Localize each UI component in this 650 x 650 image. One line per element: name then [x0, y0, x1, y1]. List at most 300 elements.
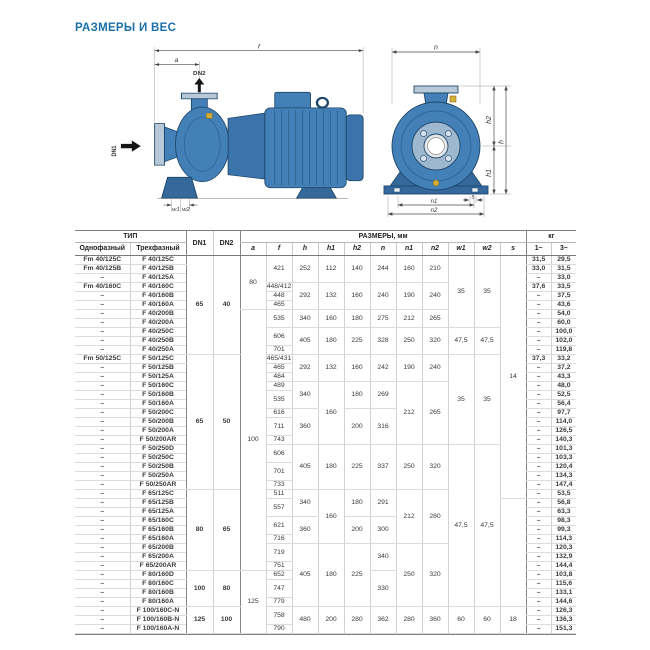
table-cell: 292: [292, 283, 318, 310]
table-cell: 126,3: [551, 607, 576, 616]
table-cell: F 50/200AR: [130, 436, 186, 445]
table-cell: 18: [500, 607, 526, 634]
table-cell: 65: [186, 256, 213, 355]
table-cell: 484: [266, 373, 292, 382]
table-cell: 37,6: [526, 283, 551, 292]
dim-label-f: f: [257, 43, 260, 51]
table-cell: –: [526, 490, 551, 499]
table-cell: 269: [370, 382, 396, 409]
table-cell: –: [526, 418, 551, 427]
dn1-flow-arrow-icon: [121, 140, 141, 151]
table-cell: 733: [266, 481, 292, 490]
table-cell: 35: [474, 256, 500, 328]
page-title: РАЗМЕРЫ И ВЕС: [75, 22, 177, 34]
table-cell: –: [75, 526, 130, 535]
table-cell: 362: [370, 607, 396, 634]
table-cell: 280: [344, 607, 370, 634]
table-cell: 160: [318, 382, 344, 445]
table-cell: –: [75, 427, 130, 436]
table-cell: 37,5: [551, 292, 576, 301]
table-cell: 180: [344, 490, 370, 517]
header-cell: кг: [526, 231, 576, 243]
table-cell: 120,3: [551, 544, 576, 553]
dn2-flow-arrow-icon: [194, 78, 204, 92]
table-cell: 52,5: [551, 391, 576, 400]
dim-label-w2: w2: [182, 207, 190, 212]
table-cell: 210: [422, 256, 448, 283]
table-cell: F 50/160B: [130, 391, 186, 400]
table-cell: 37,2: [551, 364, 576, 373]
table-cell: F 65/200B: [130, 544, 186, 553]
table-cell: F 40/160B: [130, 292, 186, 301]
table-cell: 119,8: [551, 346, 576, 355]
table-cell: 136,3: [551, 616, 576, 625]
header-cell: 1~: [526, 243, 551, 256]
table-cell: 47,5: [474, 328, 500, 355]
table-cell: 80: [240, 256, 266, 310]
header-cell: n2: [422, 243, 448, 256]
header-cell: ТИП: [75, 231, 186, 243]
drain-plug-icon: [433, 180, 439, 186]
table-cell: –: [526, 319, 551, 328]
table-row: [75, 256, 576, 265]
table-cell: 65: [213, 490, 240, 571]
table-container: [75, 230, 576, 635]
table-cell: –: [526, 580, 551, 589]
dim-label-w1: w1: [172, 207, 180, 212]
table-cell: –: [526, 364, 551, 373]
table-cell: 140,3: [551, 436, 576, 445]
table-cell: F 50/125A: [130, 373, 186, 382]
table-cell: 100: [240, 310, 266, 571]
table-cell: –: [75, 409, 130, 418]
table-cell: 252: [292, 256, 318, 283]
table-cell: F 65/160B: [130, 526, 186, 535]
table-cell: –: [75, 472, 130, 481]
table-cell: F 50/250B: [130, 463, 186, 472]
table-cell: –: [75, 490, 130, 499]
table-cell: F 40/160A: [130, 301, 186, 310]
table-cell: [500, 499, 526, 607]
table-cell: 98,3: [551, 517, 576, 526]
table-cell: 225: [344, 544, 370, 607]
table-cell: F 50/250D: [130, 445, 186, 454]
table-cell: 265: [422, 310, 448, 328]
table-cell: 225: [344, 328, 370, 355]
table-cell: –: [526, 499, 551, 508]
table-row: [75, 607, 576, 616]
table-cell: F 50/250AR: [130, 481, 186, 490]
table-cell: 47,5: [448, 445, 474, 607]
table-cell: 465/431: [266, 355, 292, 362]
table-cell: –: [75, 337, 130, 346]
table-cell: –: [75, 625, 130, 634]
table-cell: –: [75, 580, 130, 589]
table-cell: 160: [318, 310, 344, 328]
table-cell: 47,5: [474, 445, 500, 607]
table-cell: 758: [266, 607, 292, 625]
table-cell: 60: [448, 607, 474, 634]
table-cell: 100: [213, 607, 240, 634]
table-cell: –: [75, 607, 130, 616]
table-cell: Fm 50/125C: [75, 355, 130, 364]
table-cell: 134,3: [551, 472, 576, 481]
table-cell: 132: [318, 283, 344, 310]
table-cell: –: [526, 607, 551, 616]
table-cell: 190: [396, 283, 422, 310]
table-cell: 405: [292, 445, 318, 490]
table-cell: 225: [344, 445, 370, 490]
table-cell: 31,5: [526, 256, 551, 265]
table-cell: –: [526, 292, 551, 301]
table-cell: Fm 40/160C: [75, 283, 130, 292]
table-cell: 47,5: [448, 328, 474, 355]
table-cell: 125: [240, 571, 266, 634]
table-cell: 56,4: [551, 400, 576, 409]
table-cell: –: [75, 562, 130, 571]
table-cell: 53,5: [551, 490, 576, 499]
table-cell: 60: [474, 607, 500, 634]
table-cell: 240: [370, 283, 396, 310]
dimensions-table: [75, 231, 576, 634]
table-cell: 97,7: [551, 409, 576, 418]
table-cell: 103,8: [551, 571, 576, 580]
table-cell: 99,3: [551, 526, 576, 535]
table-cell: F 50/250A: [130, 472, 186, 481]
table-cell: 48,0: [551, 382, 576, 391]
table-cell: 180: [318, 445, 344, 490]
header-cell: s: [500, 243, 526, 256]
table-cell: 340: [370, 544, 396, 571]
table-cell: 212: [396, 310, 422, 328]
table-cell: –: [526, 274, 551, 283]
table-cell: 320: [422, 445, 448, 490]
table-cell: 751: [266, 562, 292, 571]
table-cell: 144,6: [551, 598, 576, 607]
table-cell: 54,0: [551, 310, 576, 319]
table-cell: 790: [266, 625, 292, 634]
table-cell: 448/412: [266, 283, 292, 290]
table-cell: –: [75, 544, 130, 553]
table-cell: 180: [318, 544, 344, 607]
table-cell: F 50/200B: [130, 418, 186, 427]
dim-label-s: s: [471, 194, 475, 201]
table-cell: F 40/250C: [130, 328, 186, 337]
table-cell: 100: [186, 571, 213, 607]
table-cell: 616: [266, 409, 292, 418]
table-cell: F 80/160C: [130, 580, 186, 589]
dim-label-h: h: [498, 140, 506, 144]
table-cell: –: [526, 427, 551, 436]
table-cell: 743: [266, 436, 292, 445]
table-cell: –: [75, 346, 130, 355]
table-cell: –: [526, 571, 551, 580]
table-cell: 480: [292, 607, 318, 634]
table-cell: 340: [292, 490, 318, 517]
table-cell: –: [75, 499, 130, 508]
table-cell: 115,6: [551, 580, 576, 589]
table-cell: F 65/200AR: [130, 562, 186, 571]
table-cell: –: [75, 319, 130, 328]
table-cell: 114,0: [551, 418, 576, 427]
plug-icon: [206, 113, 212, 118]
table-cell: 63,3: [551, 508, 576, 517]
header-cell: DN1: [186, 231, 213, 256]
table-cell: 300: [370, 517, 396, 544]
table-cell: 465: [266, 301, 292, 310]
table-cell: –: [75, 301, 130, 310]
table-cell: –: [526, 562, 551, 571]
table-cell: –: [75, 598, 130, 607]
table-cell: F 40/250B: [130, 337, 186, 346]
table-cell: 33,0: [526, 265, 551, 274]
table-cell: 448: [266, 292, 292, 301]
table-cell: 100,0: [551, 328, 576, 337]
table-cell: –: [526, 463, 551, 472]
table-cell: F 65/125C: [130, 490, 186, 499]
table-cell: 330: [370, 571, 396, 607]
table-cell: –: [75, 616, 130, 625]
table-cell: F 80/160B: [130, 589, 186, 598]
table-cell: 465: [266, 364, 292, 373]
table-cell: –: [526, 517, 551, 526]
table-cell: –: [75, 382, 130, 391]
header-cell: DN2: [213, 231, 240, 256]
table-cell: –: [75, 571, 130, 580]
table-cell: 719: [266, 544, 292, 562]
table-cell: 33,5: [551, 283, 576, 292]
table-cell: 405: [292, 328, 318, 355]
table-cell: 606: [266, 445, 292, 463]
table-cell: F 40/160C: [130, 283, 186, 292]
table-cell: 535: [266, 391, 292, 409]
table-cell: 200: [344, 517, 370, 544]
table-cell: –: [526, 436, 551, 445]
table-cell: F 80/160D: [130, 571, 186, 580]
table-cell: F 50/200C: [130, 409, 186, 418]
table-cell: –: [75, 391, 130, 400]
table-cell: 244: [370, 256, 396, 283]
dim-label-dn1: DN1: [111, 145, 119, 157]
table-cell: –: [526, 445, 551, 454]
table-cell: F 50/200A: [130, 427, 186, 436]
table-cell: 133,1: [551, 589, 576, 598]
table-cell: 240: [422, 355, 448, 382]
table-cell: 35: [448, 256, 474, 328]
table-cell: 112: [318, 256, 344, 283]
header-cell: РАЗМЕРЫ, мм: [240, 231, 526, 243]
table-cell: 132,9: [551, 553, 576, 562]
table-cell: 120,4: [551, 463, 576, 472]
table-cell: 31,5: [551, 265, 576, 274]
table-cell: 35: [474, 355, 500, 445]
table-cell: F 40/125A: [130, 274, 186, 283]
plug-icon: [450, 96, 456, 102]
table-cell: –: [75, 418, 130, 427]
table-cell: 180: [344, 310, 370, 328]
dim-label-h1: h1: [486, 169, 493, 177]
table-cell: F 100/160A-N: [130, 625, 186, 634]
header-cell: a: [240, 243, 266, 256]
table-cell: 275: [370, 310, 396, 328]
header-cell: f: [266, 243, 292, 256]
table-cell: 102,0: [551, 337, 576, 346]
table-cell: –: [526, 310, 551, 319]
table-cell: –: [75, 445, 130, 454]
header-cell: h: [292, 243, 318, 256]
table-cell: 511: [266, 490, 292, 499]
table-cell: F 40/200B: [130, 310, 186, 319]
table-cell: 126,5: [551, 427, 576, 436]
table-cell: 35: [448, 355, 474, 445]
table-cell: F 50/160C: [130, 382, 186, 391]
table-cell: –: [75, 274, 130, 283]
dim-label-h2: h2: [486, 116, 493, 124]
table-cell: 716: [266, 535, 292, 544]
table-cell: –: [75, 400, 130, 409]
table-cell: F 65/160C: [130, 517, 186, 526]
table-cell: –: [75, 481, 130, 490]
table-cell: –: [75, 463, 130, 472]
table-cell: 265: [422, 382, 448, 445]
table-cell: 160: [396, 256, 422, 283]
table-cell: 360: [292, 517, 318, 544]
dim-label-a: a: [174, 57, 179, 64]
table-cell: –: [526, 382, 551, 391]
table-cell: –: [526, 589, 551, 598]
table-cell: 114,3: [551, 535, 576, 544]
table-cell: 337: [370, 445, 396, 490]
table-cell: 43,3: [551, 373, 576, 382]
table-cell: 50: [213, 355, 240, 490]
table-cell: –: [75, 553, 130, 562]
table-cell: F 65/125B: [130, 499, 186, 508]
table-cell: 212: [396, 490, 422, 544]
table-cell: 340: [292, 382, 318, 409]
table-cell: 280: [422, 490, 448, 544]
table-cell: 200: [344, 409, 370, 445]
table-cell: –: [526, 391, 551, 400]
table-cell: 14: [500, 256, 526, 499]
table-cell: 280: [396, 607, 422, 634]
table-cell: 240: [422, 283, 448, 310]
header-cell: n1: [396, 243, 422, 256]
table-cell: F 40/200A: [130, 319, 186, 328]
table-cell: 37,3: [526, 355, 551, 364]
table-cell: F 40/250A: [130, 346, 186, 355]
table-cell: 103,3: [551, 454, 576, 463]
table-cell: 557: [266, 499, 292, 517]
table-cell: –: [526, 535, 551, 544]
table-cell: 33,0: [551, 274, 576, 283]
table-cell: –: [75, 535, 130, 544]
table-cell: 535: [266, 310, 292, 328]
table-cell: 132: [318, 355, 344, 382]
table-cell: F 100/160C-N: [130, 607, 186, 616]
table-cell: –: [526, 346, 551, 355]
table-cell: 60,0: [551, 319, 576, 328]
table-cell: –: [526, 454, 551, 463]
table-cell: 360: [292, 409, 318, 445]
table-cell: 180: [344, 382, 370, 409]
table-cell: 340: [292, 310, 318, 328]
table-cell: –: [526, 508, 551, 517]
table-cell: 701: [266, 346, 292, 355]
table-cell: –: [526, 625, 551, 634]
table-cell: 101,3: [551, 445, 576, 454]
table-cell: 151,3: [551, 625, 576, 634]
table-cell: F 65/160A: [130, 535, 186, 544]
table-cell: 80: [186, 490, 213, 571]
table-cell: 80: [213, 571, 240, 607]
table-cell: F 40/125B: [130, 265, 186, 274]
table-cell: 701: [266, 463, 292, 481]
dim-label-dn2: DN2: [193, 71, 206, 77]
table-cell: F 100/160B-N: [130, 616, 186, 625]
table-cell: 421: [266, 256, 292, 283]
table-cell: 200: [318, 607, 344, 634]
table-cell: 56,8: [551, 499, 576, 508]
lifting-eye-icon: [317, 98, 328, 108]
table-cell: F 65/200A: [130, 553, 186, 562]
table-cell: F 50/250C: [130, 454, 186, 463]
table-cell: 65: [186, 355, 213, 490]
table-cell: 140: [344, 256, 370, 283]
table-cell: –: [75, 517, 130, 526]
dim-label-n1: n1: [430, 199, 438, 205]
table-cell: F 40/125C: [130, 256, 186, 265]
table-cell: 606: [266, 328, 292, 346]
table-cell: –: [526, 553, 551, 562]
table-cell: 316: [370, 409, 396, 445]
table-cell: 405: [292, 544, 318, 607]
header-cell: Трехфазный: [130, 243, 186, 256]
pump-side-view-diagram: [108, 42, 376, 212]
table-cell: 160: [344, 283, 370, 310]
table-cell: 144,4: [551, 562, 576, 571]
table-cell: 711: [266, 418, 292, 436]
header-cell: w2: [474, 243, 500, 256]
table-cell: –: [526, 616, 551, 625]
table-cell: Fm 40/125C: [75, 256, 130, 265]
table-cell: F 50/125B: [130, 364, 186, 373]
header-cell: w1: [448, 243, 474, 256]
table-cell: 291: [370, 490, 396, 517]
table-cell: 250: [396, 328, 422, 355]
table-cell: 652: [266, 571, 292, 580]
table-cell: –: [75, 589, 130, 598]
header-cell: n: [370, 243, 396, 256]
table-cell: 292: [292, 355, 318, 382]
table-cell: –: [75, 436, 130, 445]
table-cell: –: [526, 472, 551, 481]
table-cell: –: [526, 328, 551, 337]
dim-label-n2: n2: [430, 208, 438, 214]
table-cell: –: [75, 364, 130, 373]
table-cell: –: [526, 400, 551, 409]
dim-label-n: n: [434, 44, 438, 52]
table-cell: 360: [422, 607, 448, 634]
table-cell: 43,6: [551, 301, 576, 310]
table-cell: –: [526, 544, 551, 553]
table-cell: 180: [318, 328, 344, 355]
table-cell: 160: [318, 490, 344, 544]
table-cell: –: [75, 292, 130, 301]
table-cell: –: [75, 373, 130, 382]
table-cell: F 80/160A: [130, 598, 186, 607]
pump-front-view-diagram: [378, 42, 518, 222]
table-cell: 40: [213, 256, 240, 355]
